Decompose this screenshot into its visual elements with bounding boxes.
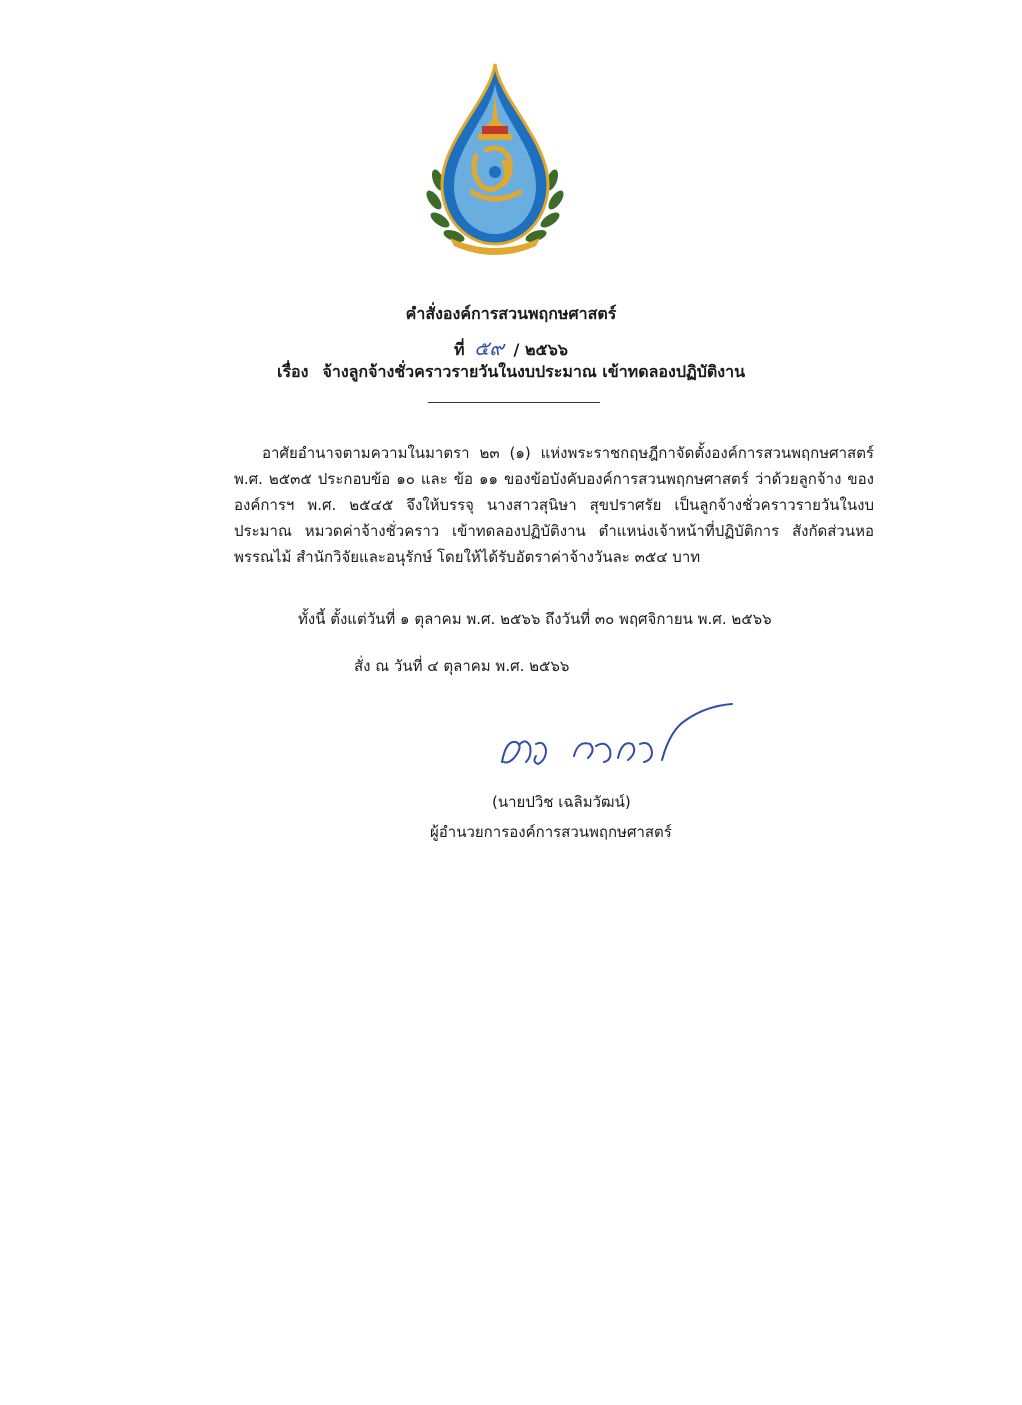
order-body-paragraph: [234, 440, 874, 570]
order-number-suffix: / ๒๕๖๖: [513, 340, 568, 359]
subject-text: จ้างลูกจ้างชั่วคราวรายวันในงบประมาณ เข้าทดลองปฏิบัติงาน: [322, 362, 746, 381]
botanical-garden-seal-icon: [420, 60, 570, 255]
order-date: สั่ง ณ วันที่ ๔ ตุลาคม พ.ศ. ๒๕๖๖: [354, 657, 570, 675]
order-number-prefix: ที่: [454, 340, 465, 359]
handwritten-signature: [490, 700, 740, 780]
body-paragraph-text: อาศัยอำนาจตามความในมาตรา ๒๓ (๑) แห่งพระราชกฤษฎีกาจัดตั้งองค์การสวนพฤกษศาสตร์ พ.ศ. ๒๕๓๕ ประกอบข้อ ๑๐ และ ข้อ ๑๑ ของข้อบังคับองค์การสวนพฤกษศาสตร์ ว่าด้วยลูกจ้าง ขององค์การฯ พ.ศ. ๒๕๔๕ จึงให้บรรจุ นางสาวสุนิษา สุขปราศรัย เป็นลูกจ้างชั่วคราวรายวันในงบประมาณ หมวดค่าจ้างชั่วคราว เข้าทดลองปฏิบัติงาน ตำแหน่งเจ้าหน้าที่ปฏิบัติการ สังกัดส่วนหอพรรณไม้ สำนักวิจัยและอนุรักษ์ โดยให้ได้รับอัตราค่าจ้างวันละ ๓๕๔ บาท: [234, 444, 874, 566]
title-divider: [428, 402, 600, 403]
order-number-handwritten: ๕๙: [474, 336, 504, 360]
signer-name: (นายปวิช เฉลิมวัฒน์): [492, 793, 631, 811]
employment-period: ทั้งนี้ ตั้งแต่วันที่ ๑ ตุลาคม พ.ศ. ๒๕๖๖ ถึงวันที่ ๓๐ พฤศจิกายน พ.ศ. ๒๕๖๖: [298, 610, 772, 628]
order-title: คำสั่งองค์การสวนพฤกษศาสตร์: [405, 304, 617, 323]
order-subject: [0, 360, 1022, 385]
signer-title: ผู้อำนวยการองค์การสวนพฤกษศาสตร์: [430, 823, 672, 841]
subject-label: เรื่อง: [276, 362, 309, 381]
